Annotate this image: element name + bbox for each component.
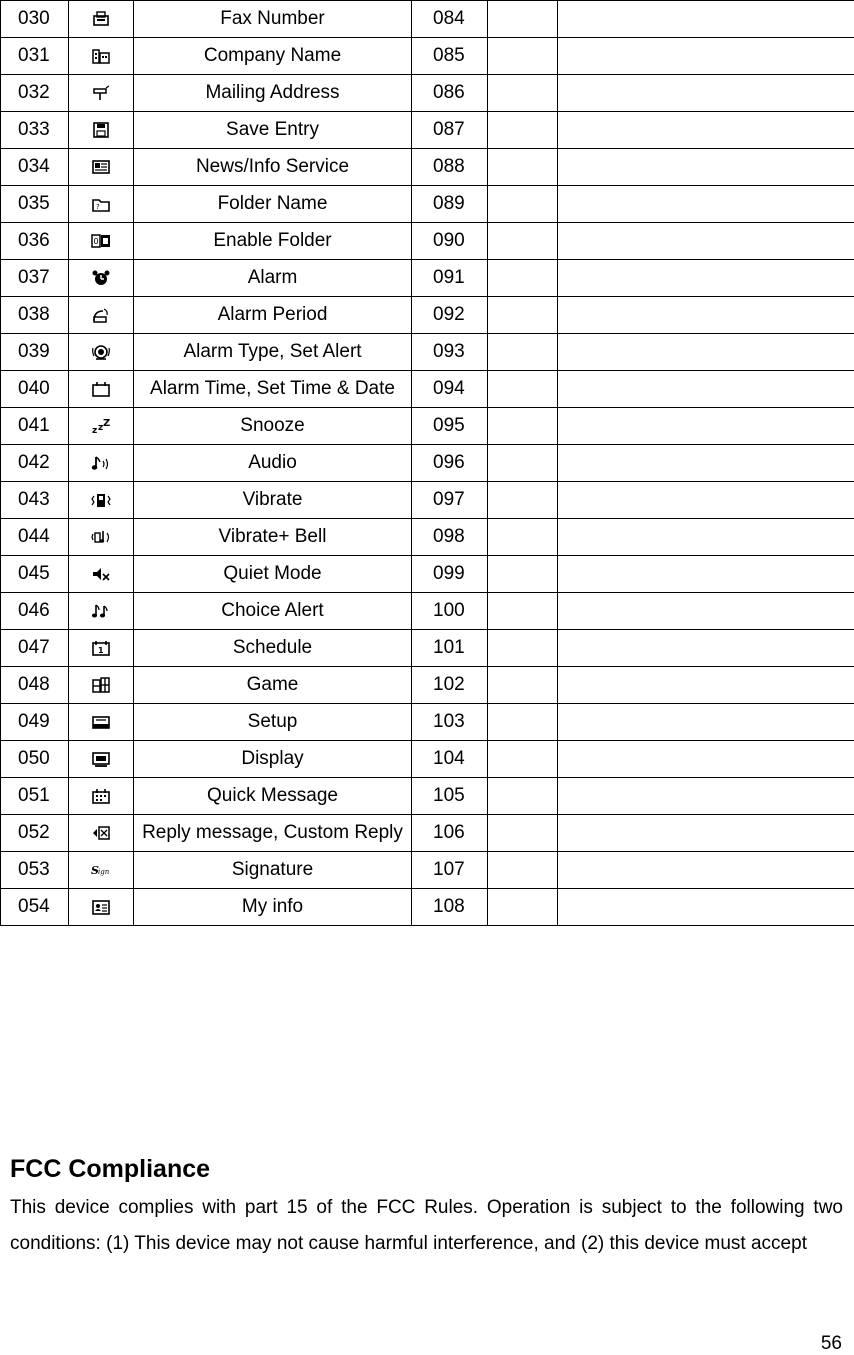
icon-cell (69, 112, 134, 149)
row-code: 049 (1, 704, 69, 741)
icon-cell (69, 704, 134, 741)
row-code-2: 101 (412, 630, 488, 667)
empty-cell (488, 741, 558, 778)
empty-cell (558, 593, 854, 630)
row-code-2: 099 (412, 556, 488, 593)
empty-cell (488, 667, 558, 704)
empty-cell (558, 741, 854, 778)
row-code-2: 107 (412, 852, 488, 889)
row-code-2: 084 (412, 1, 488, 38)
icon-cell (69, 593, 134, 630)
floppy-save-icon (91, 121, 111, 139)
table-row (1, 38, 854, 75)
row-code-2: 090 (412, 223, 488, 260)
row-code: 032 (1, 75, 69, 112)
icon-cell (69, 297, 134, 334)
empty-cell (558, 149, 854, 186)
svg-text:1: 1 (98, 646, 104, 655)
row-code-2: 089 (412, 186, 488, 223)
icon-cell (69, 519, 134, 556)
empty-cell (558, 260, 854, 297)
row-code: 046 (1, 593, 69, 630)
table-row (1, 815, 854, 852)
enable-folder-icon (91, 232, 111, 250)
svg-text:ign: ign (98, 868, 110, 876)
row-code: 054 (1, 889, 69, 926)
row-code: 035 (1, 186, 69, 223)
row-code: 053 (1, 852, 69, 889)
table-row (1, 704, 854, 741)
empty-cell (488, 852, 558, 889)
row-label: Reply message, Custom Reply (134, 815, 412, 852)
table-row (1, 445, 854, 482)
empty-cell (558, 371, 854, 408)
row-code-2: 094 (412, 371, 488, 408)
fcc-heading: FCC Compliance (10, 1155, 210, 1184)
icon-cell (69, 334, 134, 371)
empty-cell (558, 408, 854, 445)
empty-cell (488, 482, 558, 519)
empty-cell (558, 630, 854, 667)
news-info-icon (91, 158, 111, 176)
row-label: Vibrate (134, 482, 412, 519)
row-code-2: 092 (412, 297, 488, 334)
icon-cell (69, 38, 134, 75)
empty-cell (558, 815, 854, 852)
icon-cell (69, 1, 134, 38)
svg-text:z: z (92, 426, 97, 435)
empty-cell (488, 260, 558, 297)
fcc-paragraph: This device complies with part 15 of the FCC Rules. Operation is subject to the following two conditions: (1) This device may not cause harmful interference, and (2) this device must accept (10, 1190, 843, 1262)
empty-cell (488, 1, 558, 38)
company-building-icon (91, 47, 111, 65)
table-row (1, 852, 854, 889)
empty-cell (558, 889, 854, 926)
row-code-2: 085 (412, 38, 488, 75)
empty-cell (488, 815, 558, 852)
row-code: 040 (1, 371, 69, 408)
icon-cell (69, 260, 134, 297)
alarm-period-icon (91, 306, 111, 324)
empty-cell (558, 482, 854, 519)
icon-cell (69, 889, 134, 926)
table-body (1, 1, 854, 926)
table-row (1, 630, 854, 667)
row-label: Quiet Mode (134, 556, 412, 593)
row-code: 031 (1, 38, 69, 75)
fax-icon (91, 10, 111, 28)
alarm-time-icon (91, 380, 111, 398)
empty-cell (488, 297, 558, 334)
snooze-icon (91, 417, 111, 435)
table-row (1, 149, 854, 186)
empty-cell (558, 667, 854, 704)
table-row (1, 667, 854, 704)
row-code: 037 (1, 260, 69, 297)
empty-cell (488, 630, 558, 667)
table-row (1, 482, 854, 519)
row-code-2: 088 (412, 149, 488, 186)
empty-cell (488, 334, 558, 371)
empty-cell (558, 1, 854, 38)
svg-text:Z: Z (103, 418, 110, 429)
row-code: 030 (1, 1, 69, 38)
icon-cell (69, 630, 134, 667)
signature-icon (91, 861, 111, 879)
empty-cell (558, 297, 854, 334)
row-code: 034 (1, 149, 69, 186)
row-label: Snooze (134, 408, 412, 445)
table-row (1, 408, 854, 445)
reply-message-icon (91, 824, 111, 842)
row-code-2: 106 (412, 815, 488, 852)
icon-cell (69, 852, 134, 889)
empty-cell (488, 704, 558, 741)
row-label: Company Name (134, 38, 412, 75)
row-code-2: 102 (412, 667, 488, 704)
empty-cell (488, 223, 558, 260)
empty-cell (558, 852, 854, 889)
row-label: Save Entry (134, 112, 412, 149)
setup-icon (91, 713, 111, 731)
empty-cell (488, 519, 558, 556)
mailbox-icon (91, 84, 111, 102)
empty-cell (558, 334, 854, 371)
empty-cell (488, 408, 558, 445)
row-code: 048 (1, 667, 69, 704)
empty-cell (558, 112, 854, 149)
empty-cell (558, 519, 854, 556)
alarm-clock-icon (91, 269, 111, 287)
row-code-2: 103 (412, 704, 488, 741)
icon-cell (69, 408, 134, 445)
table-row (1, 186, 854, 223)
empty-cell (558, 186, 854, 223)
row-label: Alarm Period (134, 297, 412, 334)
choice-alert-icon (91, 602, 111, 620)
row-label: News/Info Service (134, 149, 412, 186)
row-label: Vibrate+ Bell (134, 519, 412, 556)
table-row (1, 371, 854, 408)
empty-cell (488, 371, 558, 408)
row-code: 052 (1, 815, 69, 852)
row-label: Display (134, 741, 412, 778)
row-code-2: 108 (412, 889, 488, 926)
row-code: 043 (1, 482, 69, 519)
table-row (1, 1, 854, 38)
quick-message-icon (91, 787, 111, 805)
row-code: 045 (1, 556, 69, 593)
row-code-2: 105 (412, 778, 488, 815)
icon-cell (69, 778, 134, 815)
alarm-type-icon (91, 343, 111, 361)
svg-text:0: 0 (94, 237, 99, 246)
table-row (1, 297, 854, 334)
quiet-mode-icon (91, 565, 111, 583)
row-label: Quick Message (134, 778, 412, 815)
folder-icon (91, 195, 111, 213)
svg-text:z: z (98, 423, 103, 433)
row-code-2: 093 (412, 334, 488, 371)
empty-cell (558, 778, 854, 815)
table-row (1, 334, 854, 371)
table-row (1, 112, 854, 149)
row-label: Folder Name (134, 186, 412, 223)
page-number: 56 (821, 1333, 842, 1355)
table-row (1, 260, 854, 297)
table-row (1, 741, 854, 778)
svg-text:?: ? (96, 203, 100, 211)
row-label: Game (134, 667, 412, 704)
empty-cell (488, 186, 558, 223)
game-icon (91, 676, 111, 694)
row-label: Enable Folder (134, 223, 412, 260)
row-code-2: 091 (412, 260, 488, 297)
icon-cell (69, 667, 134, 704)
row-label: Audio (134, 445, 412, 482)
icon-cell (69, 371, 134, 408)
table-row (1, 75, 854, 112)
empty-cell (488, 593, 558, 630)
row-label: Choice Alert (134, 593, 412, 630)
row-code: 042 (1, 445, 69, 482)
row-code: 038 (1, 297, 69, 334)
row-code: 036 (1, 223, 69, 260)
row-code-2: 104 (412, 741, 488, 778)
icon-cell (69, 445, 134, 482)
row-code-2: 097 (412, 482, 488, 519)
schedule-icon (91, 639, 111, 657)
row-label: Alarm Type, Set Alert (134, 334, 412, 371)
row-code: 041 (1, 408, 69, 445)
row-code: 050 (1, 741, 69, 778)
row-code: 039 (1, 334, 69, 371)
row-label: Setup (134, 704, 412, 741)
icon-cell (69, 482, 134, 519)
display-icon (91, 750, 111, 768)
row-code: 047 (1, 630, 69, 667)
row-code-2: 100 (412, 593, 488, 630)
row-code-2: 098 (412, 519, 488, 556)
row-label: Fax Number (134, 1, 412, 38)
row-code-2: 096 (412, 445, 488, 482)
table-row (1, 778, 854, 815)
table-row (1, 223, 854, 260)
row-code: 033 (1, 112, 69, 149)
vibrate-icon (91, 491, 111, 509)
row-label: Alarm Time, Set Time & Date (134, 371, 412, 408)
icon-cell (69, 186, 134, 223)
table-row (1, 593, 854, 630)
empty-cell (488, 75, 558, 112)
icon-cell (69, 75, 134, 112)
row-label: Alarm (134, 260, 412, 297)
row-label: Mailing Address (134, 75, 412, 112)
empty-cell (558, 445, 854, 482)
row-code-2: 086 (412, 75, 488, 112)
icon-cell (69, 149, 134, 186)
icon-cell (69, 223, 134, 260)
table-row (1, 519, 854, 556)
empty-cell (558, 556, 854, 593)
empty-cell (558, 38, 854, 75)
my-info-icon (91, 898, 111, 916)
icon-cell (69, 741, 134, 778)
row-label: Signature (134, 852, 412, 889)
svg-text:S: S (91, 864, 99, 877)
empty-cell (558, 223, 854, 260)
row-code-2: 095 (412, 408, 488, 445)
row-code-2: 087 (412, 112, 488, 149)
empty-cell (488, 445, 558, 482)
empty-cell (488, 112, 558, 149)
empty-cell (488, 556, 558, 593)
vibrate-bell-icon (91, 528, 111, 546)
empty-cell (488, 778, 558, 815)
row-code: 044 (1, 519, 69, 556)
row-label: Schedule (134, 630, 412, 667)
icon-cell (69, 556, 134, 593)
empty-cell (488, 149, 558, 186)
table-row (1, 889, 854, 926)
icon-cell (69, 815, 134, 852)
row-label: My info (134, 889, 412, 926)
row-code: 051 (1, 778, 69, 815)
empty-cell (488, 889, 558, 926)
table-row (1, 556, 854, 593)
empty-cell (558, 704, 854, 741)
empty-cell (488, 38, 558, 75)
audio-icon (91, 454, 111, 472)
empty-cell (558, 75, 854, 112)
